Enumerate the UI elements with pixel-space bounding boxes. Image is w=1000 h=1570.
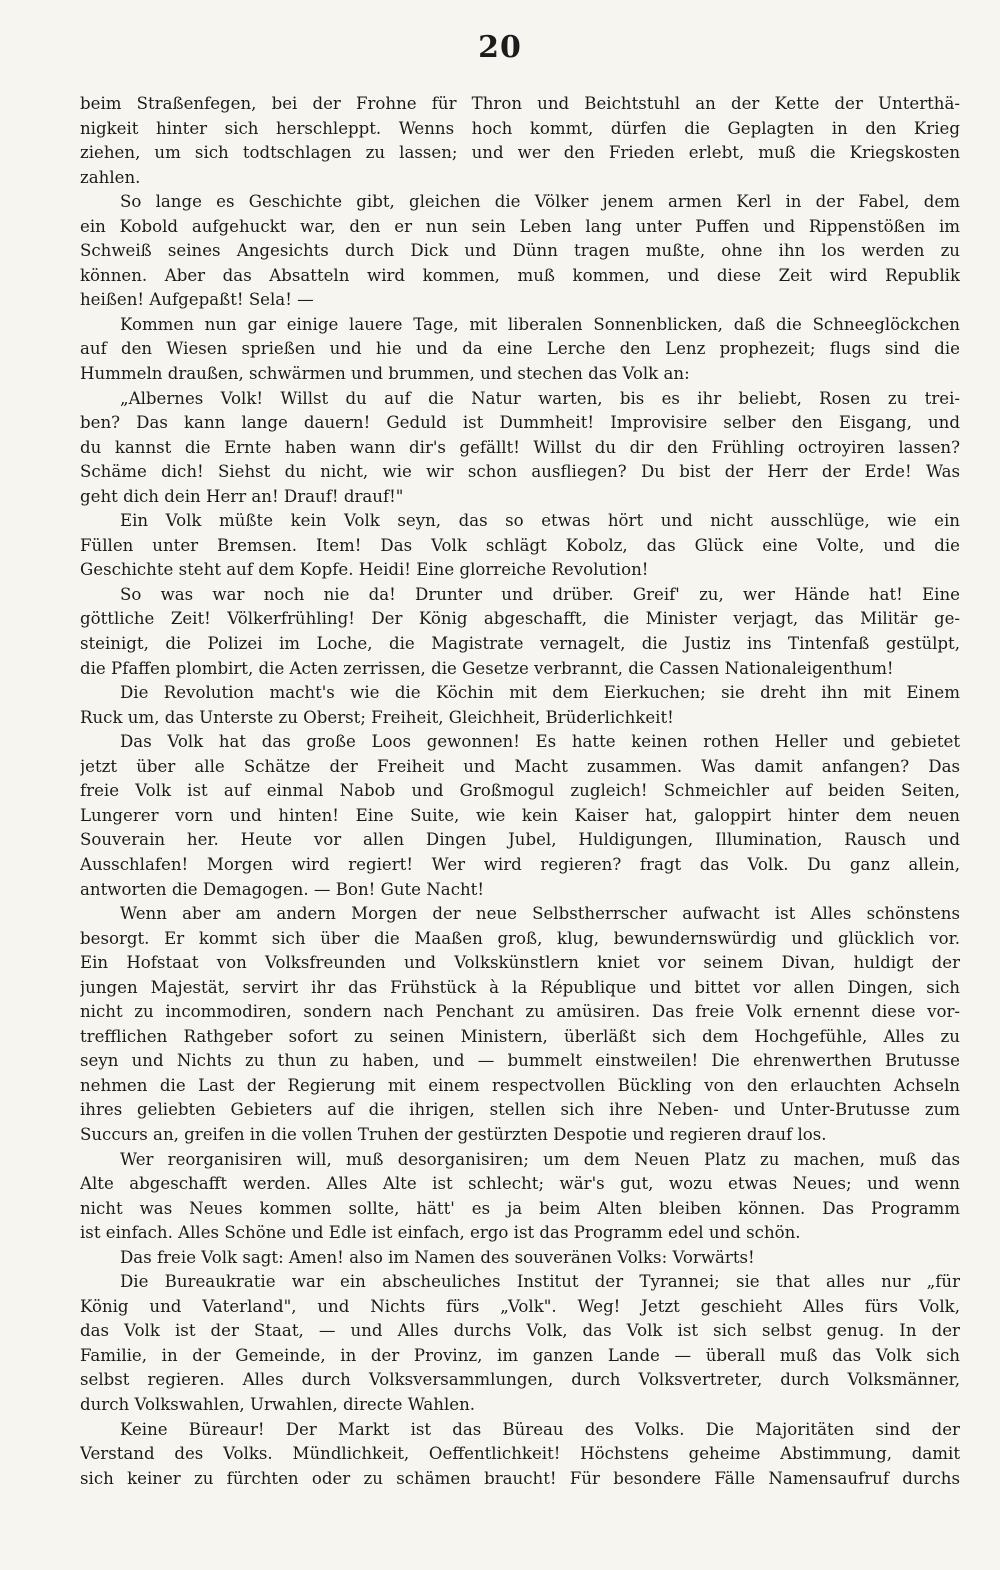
text-line: König und Vaterland", und Nichts fürs „Volk". Weg! Jetzt geschieht Alles fürs Volk, [80,1296,960,1316]
text-line: auf den Wiesen sprießen und hie und da eine Lerche den Lenz prophezeit; flugs sind die [80,339,960,359]
text-line: die Pfaffen plombirt, die Acten zerrissen, die Gesetze verbrannt, die Cassen Nationaleigenthum! [80,658,894,678]
text-line: Das Volk hat das große Loos gewonnen! Es hatte keinen rothen Heller und gebietet [120,732,960,752]
text-line: jungen Majestät, servirt ihr das Frühstück à la République und bittet vor allen Dingen, sich [80,977,960,997]
text-line: seyn und Nichts zu thun zu haben, und — bummelt einstweilen! Die ehrenwerthen Brutusse [80,1051,960,1071]
text-line: das Volk ist der Staat, — und Alles durchs Volk, das Volk ist sich selbst genug. In der [80,1321,960,1341]
text-line: Das freie Volk sagt: Amen! also im Namen des souveränen Volks: Vorwärts! [120,1247,755,1267]
text-line: trefflichen Rathgeber sofort zu seinen Ministern, überläßt sich dem Hochgefühle, Alles zu [80,1026,960,1046]
text-line: Keine Büreaur! Der Markt ist das Büreau des Volks. Die Majoritäten sind der [120,1419,960,1439]
text-line: antworten die Demagogen. — Bon! Gute Nacht! [80,879,485,899]
text-line: Kommen nun gar einige lauere Tage, mit liberalen Sonnenblicken, daß die Schneeglöckchen [120,314,960,334]
text-line: Ausschlafen! Morgen wird regiert! Wer wird regieren? fragt das Volk. Du ganz allein, [80,854,960,874]
text-line: Ein Hofstaat von Volksfreunden und Volkskünstlern kniet vor seinem Divan, huldigt der [80,953,960,973]
text-line: besorgt. Er kommt sich über die Maaßen groß, klug, bewundernswürdig und glücklich vor. [80,928,960,948]
text-line: Wer reorganisiren will, muß desorganisiren; um dem Neuen Platz zu machen, muß das [120,1149,960,1169]
text-line: ein Kobold aufgehuckt war, den er nun sein Leben lang unter Puffen und Rippenstößen im [80,216,960,236]
text-line: So lange es Geschichte gibt, gleichen die Völker jenem armen Kerl in der Fabel, dem [120,192,960,212]
text-line: „Albernes Volk! Willst du auf die Natur warten, bis es ihr beliebt, Rosen zu trei- [120,388,960,408]
text-line: können. Aber das Absatteln wird kommen, muß kommen, und diese Zeit wird Republik [80,265,960,285]
text-line: durch Volkswahlen, Urwahlen, directe Wahlen. [80,1394,476,1414]
text-line: Schweiß seines Angesichts durch Dick und Dünn tragen mußte, ohne ihn los werden zu [80,241,960,261]
text-line: ben? Das kann lange dauern! Geduld ist Dummheit! Improvisire selber den Eisgang, und [80,413,960,433]
text-line: göttliche Zeit! Völkerfrühling! Der König abgeschafft, die Minister verjagt, das Militär ge- [80,609,960,629]
text-line: Die Revolution macht's wie die Köchin mit dem Eierkuchen; sie dreht ihn mit Einem [120,683,960,703]
text-line: Wenn aber am andern Morgen der neue Selbstherrscher aufwacht ist Alles schönstens [120,904,960,924]
text-line: Schäme dich! Siehst du nicht, wie wir schon ausfliegen? Du bist der Herr der Erde! Was [80,462,960,482]
text-line: Alte abgeschafft werden. Alles Alte ist schlecht; wär's gut, wozu etwas Neues; und wenn [80,1174,960,1194]
text-line: So was war noch nie da! Drunter und drüber. Greif' zu, wer Hände hat! Eine [120,584,960,604]
text-line: Succurs an, greifen in die vollen Truhen der gestürzten Despotie und regieren drauf los. [80,1124,827,1144]
text-line: Verstand des Volks. Mündlichkeit, Oeffentlichkeit! Höchstens geheime Abstimmung, damit [80,1444,960,1464]
text-line: beim Straßenfegen, bei der Frohne für Thron und Beichtstuhl an der Kette der Unterthä- [80,94,960,113]
text-line: Ruck um, das Unterste zu Oberst; Freiheit, Gleichheit, Brüderlichkeit! [80,707,674,727]
text-line: Füllen unter Bremsen. Item! Das Volk schlägt Kobolz, das Glück eine Volte, und die [80,535,960,555]
text-line: Lungerer vorn und hinten! Eine Suite, wie kein Kaiser hat, galoppirt hinter dem neuen [80,805,960,825]
text-line: jetzt über alle Schätze der Freiheit und Macht zusammen. Was damit anfangen? Das [80,756,960,776]
text-line: nehmen die Last der Regierung mit einem respectvollen Bückling von den erlauchten Achseln [80,1075,960,1095]
text-line: ziehen, um sich todtschlagen zu lassen; und wer den Frieden erlebt, muß die Kriegskosten [80,143,960,163]
text-line: Geschichte steht auf dem Kopfe. Heidi! Eine glorreiche Revolution! [80,560,649,580]
text-line: Hummeln draußen, schwärmen und brummen, und stechen das Volk an: [80,364,690,384]
text-line: ist einfach. Alles Schöne und Edle ist einfach, ergo ist das Programm edel und schön. [80,1223,801,1243]
text-line: heißen! Aufgepaßt! Sela! — [80,290,314,310]
text-line: Familie, in der Gemeinde, in der Provinz, im ganzen Lande — überall muß das Volk sich [80,1345,960,1365]
body-text [80,92,960,1491]
text-line: selbst regieren. Alles durch Volksversammlungen, durch Volksvertreter, durch Volksmänner, [80,1370,960,1390]
text-line: nicht was Neues kommen sollte, hätt' es ja beim Alten bleiben können. Das Programm [80,1198,960,1218]
text-line: Die Bureaukratie war ein abscheuliches Institut der Tyrannei; sie that alles nur „für [120,1272,960,1292]
text-line: nigkeit hinter sich herschleppt. Wenns hoch kommt, dürfen die Geplagten in den Krieg [80,118,960,138]
text-line: ihres geliebten Gebieters auf die ihrigen, stellen sich ihre Neben- und Unter-Brutusse zum [80,1100,960,1120]
text-line: geht dich dein Herr an! Drauf! drauf!" [80,486,404,506]
text-line: sich keiner zu fürchten oder zu schämen braucht! Für besondere Fälle Namensaufruf durchs [80,1468,960,1488]
text-line: Ein Volk müßte kein Volk seyn, das so etwas hört und nicht ausschlüge, wie ein [120,511,960,531]
text-line: Souverain her. Heute vor allen Dingen Jubel, Huldigungen, Illumination, Rausch und [80,830,960,850]
page-number: 20 [478,30,522,65]
text-line: freie Volk ist auf einmal Nabob und Großmogul zugleich! Schmeichler auf beiden Seiten, [80,781,960,801]
text-line: du kannst die Ernte haben wann dir's gefällt! Willst du dir den Frühling octroyiren lassen? [80,437,960,457]
text-line: steinigt, die Polizei im Loche, die Magistrate vernagelt, die Justiz ins Tintenfaß gestülpt, [80,634,960,654]
text-line: zahlen. [80,167,141,187]
text-line: nicht zu incommodiren, sondern nach Penchant zu amüsiren. Das freie Volk ernennt diese vor- [80,1002,960,1022]
